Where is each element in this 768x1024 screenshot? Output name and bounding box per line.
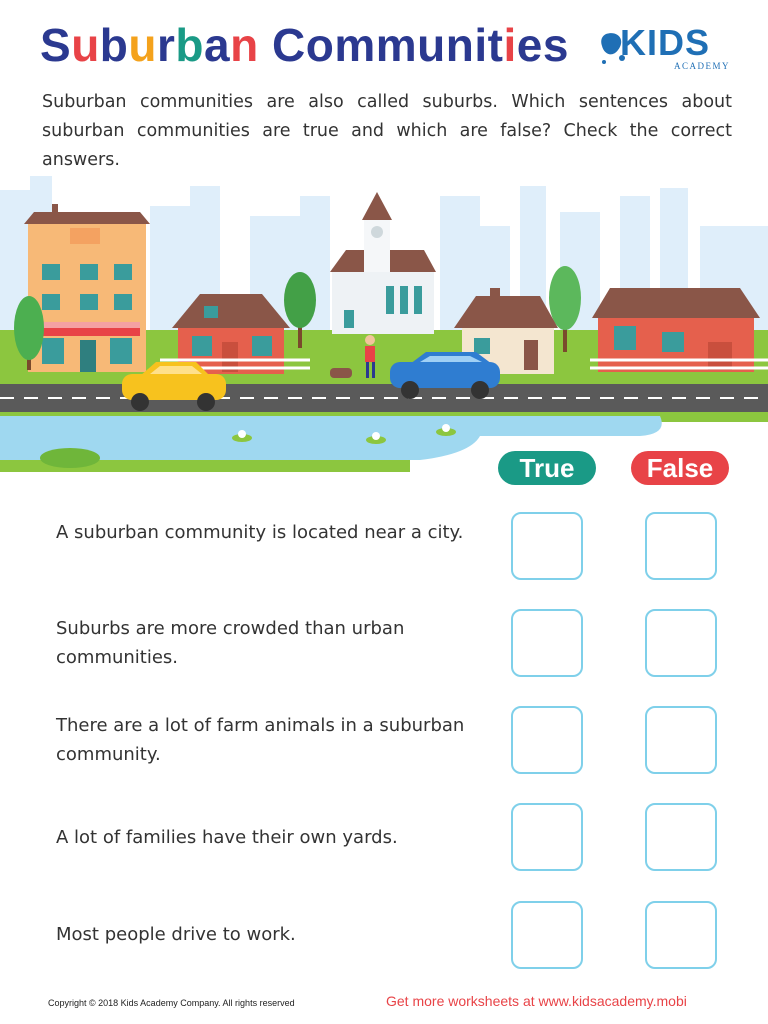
title-letter: S [40,19,72,71]
title-letter: i [503,19,517,71]
question-5-text: Most people drive to work. [56,924,296,945]
question-4-true-checkbox[interactable] [511,803,583,871]
question-2-true-checkbox[interactable] [511,609,583,677]
title-letter: o [305,19,335,71]
title-letter: C [272,19,306,71]
title-letter: b [175,19,205,71]
apartment-building [24,204,150,372]
church [330,192,436,334]
question-3-false-checkbox[interactable] [645,706,717,774]
question-2-false-checkbox[interactable] [645,609,717,677]
copyright-text: Copyright © 2018 Kids Academy Company. All rights reserved [48,998,295,1008]
question-4-text: A lot of families have their own yards. [56,827,398,848]
title-letter: b [99,19,129,71]
suburb-illustration [0,176,768,476]
title-letter: s [542,19,569,71]
question-5-false-checkbox[interactable] [645,901,717,969]
false-column-label: False [631,451,729,485]
promo-link[interactable]: Get more worksheets at www.kidsacademy.mobi [386,993,687,1009]
question-2-text: Suburbs are more crowded than urban communities. [56,618,405,668]
title-letter: i [474,19,488,71]
question-1-text: A suburban community is located near a city. [56,522,464,543]
title-letter: n [445,19,475,71]
question-1-false-checkbox[interactable] [645,512,717,580]
title-letter: u [417,19,446,71]
question-3-true-checkbox[interactable] [511,706,583,774]
question-5-true-checkbox[interactable] [511,901,583,969]
title-letter: a [204,19,231,71]
logo-subtext: ACADEMY [674,61,731,71]
title-letter: n [230,19,259,71]
title-letter: e [516,19,543,71]
title-letter [259,19,272,71]
kids-academy-logo [598,22,731,78]
logo-text: KIDS [620,22,711,63]
question-3-text: There are a lot of farm animals in a suburban community. [56,715,465,765]
title-letter: t [487,19,504,71]
title-letter: m [334,19,376,71]
title-letter: u [128,19,158,71]
true-column-label: True [498,451,596,485]
question-4-false-checkbox[interactable] [645,803,717,871]
title-letter: r [157,19,176,71]
title-letter: u [71,19,100,71]
page-title [40,18,569,72]
instructions: Suburban communities are also called suburbs. Which sentences about suburban communities are true and which are false? Check the correct answers. [42,92,732,170]
question-1-true-checkbox[interactable] [511,512,583,580]
title-letter: m [375,19,418,71]
